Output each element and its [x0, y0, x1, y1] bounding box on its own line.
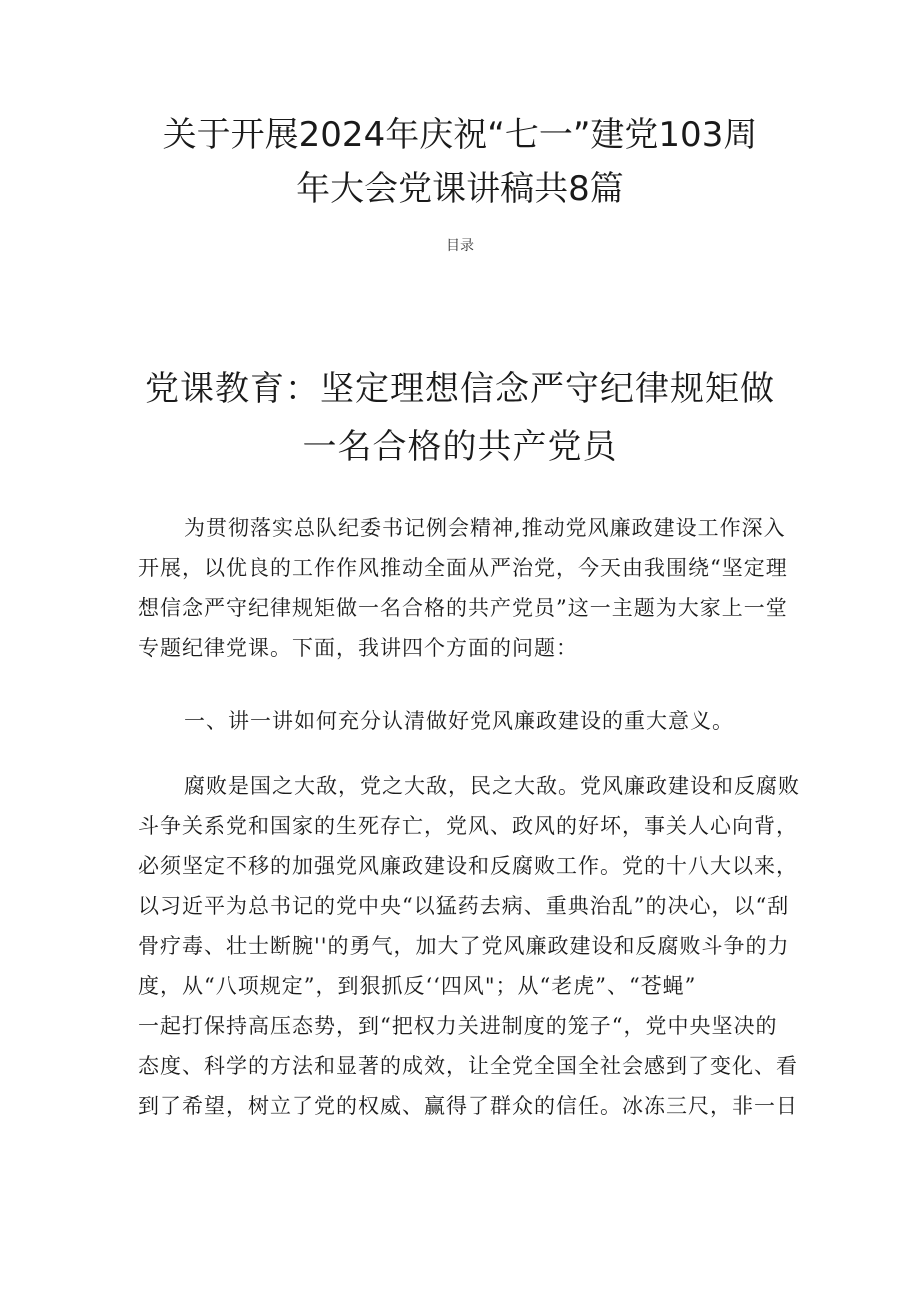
- paragraph-line: 开展，以优良的工作作风推动全面从严治党，今天由我围绕“坚定理: [138, 556, 788, 580]
- paragraph-line: 想信念严守纪律规矩做一名合格的共产党员”这一主题为大家上一堂: [138, 596, 788, 620]
- paragraph-line: 一、讲一讲如何充分认清做好党风廉政建设的重大意义。: [184, 709, 734, 733]
- paragraph-line: 斗争关系党和国家的生死存亡，党风、政风的好坏，事关人心向背，: [138, 814, 798, 838]
- paragraph-line: 骨疗毒、壮士断腕''的勇气，加大了党风廉政建设和反腐败斗争的力: [138, 934, 790, 958]
- section-title-line: 一名合格的共产党员: [302, 427, 618, 467]
- paragraph-intro: [138, 508, 786, 668]
- paragraph-line: 态度、科学的方法和显著的成效，让全党全国全社会感到了变化、看: [138, 1054, 798, 1078]
- document-title-line: 关于开展2024年庆祝“七一”建党103周: [162, 115, 758, 155]
- toc-label: 目录: [446, 238, 474, 254]
- paragraph-line: 以习近平为总书记的党中央“以猛药去病、重典治乱”的决心，以“刮: [138, 894, 790, 918]
- paragraph-line: 专题纪律党课。下面，我讲四个方面的问题：: [138, 636, 578, 660]
- section-title-line: 党课教育：坚定理想信念严守纪律规矩做: [145, 369, 775, 409]
- paragraph-line: 必须坚定不移的加强党风廉政建设和反腐败工作。党的十八大以来，: [138, 854, 798, 878]
- section-title: [120, 360, 800, 476]
- paragraph-line: 腐败是国之大敌，党之大敌，民之大敌。党风廉政建设和反腐败: [184, 774, 800, 798]
- paragraph-line: 到了希望，树立了党的权威、赢得了群众的信任。冰冻三尺，非一日: [138, 1094, 798, 1118]
- document-title-line: 年大会党课讲稿共8篇: [296, 169, 624, 209]
- paragraph-heading-1: [138, 701, 786, 741]
- document-title: [100, 108, 820, 216]
- paragraph-body: [138, 766, 800, 1126]
- paragraph-line: 度，从“八项规定”，到狠抓反‘‘四风"；从“老虎”、“苍蝇”: [138, 974, 697, 998]
- paragraph-line: 一起打保持高压态势，到“把权力关进制度的笼子“，党中央坚决的: [138, 1014, 778, 1038]
- paragraph-line: 为贯彻落实总队纪委书记例会精神,推动党风廉政建设工作深入: [184, 516, 786, 540]
